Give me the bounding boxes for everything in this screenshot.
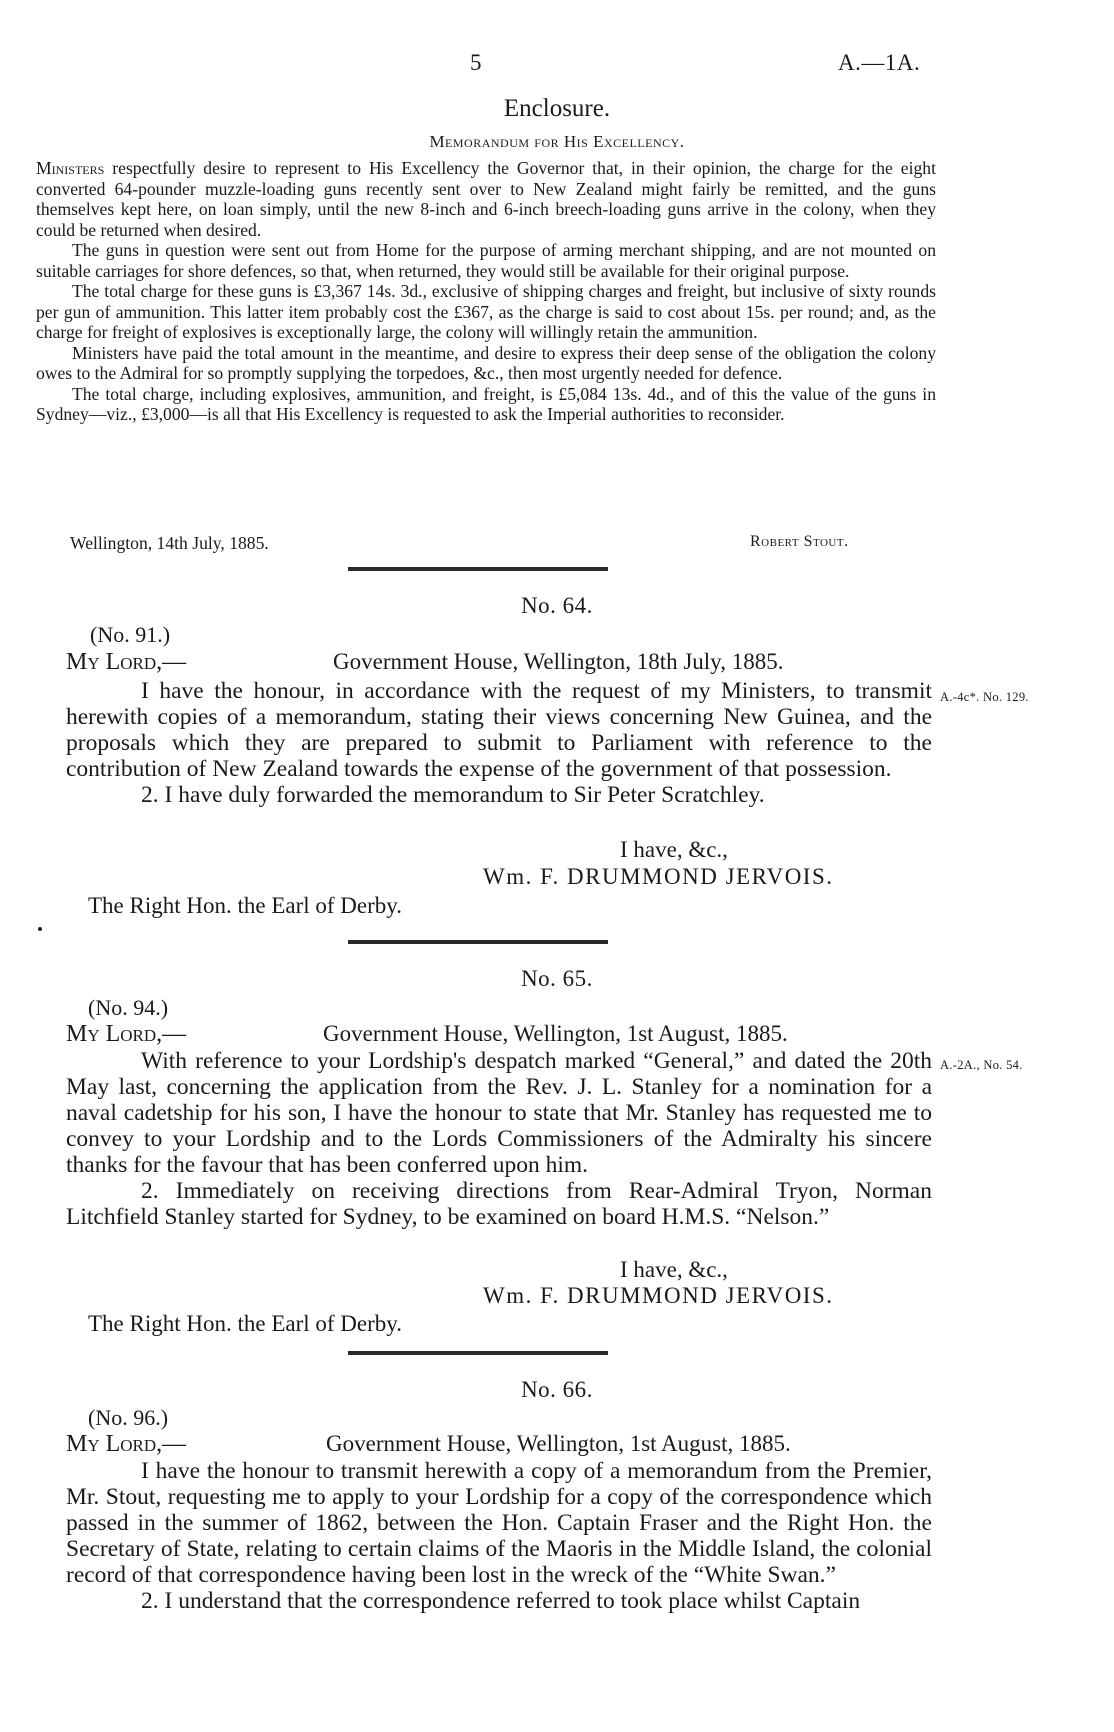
addressee: The Right Hon. the Earl of Derby. <box>88 1311 403 1336</box>
letter-paragraph: With reference to your Lordship's despatch marked “General,” and dated the 20th May last, concerning the application from the Rev. J. L. Stanley for a nomination for a naval cadetship for his son, I have the honour to state that Mr. Stanley has requested me to convey to your Lordship and to the Lords Commissioners of the Admiralty his sincere thanks for the favour that has been conferred upon him. <box>66 1048 932 1178</box>
despatch-number: (No. 94.) <box>88 995 169 1020</box>
salutation: My Lord,— <box>66 1021 187 1047</box>
salutation: My Lord,— <box>66 649 187 675</box>
page-reference: A.—1A. <box>838 50 921 75</box>
letter-paragraph: 2. I have duly forwarded the memorandum to Sir Peter Scratchley. <box>141 782 765 808</box>
memo-paragraph-2: The guns in question were sent out from Home for the purpose of arming merchant shipping, and are not mounted on suitable carriages for shore defences, so that, when returned, they would still be available for their original purpose. <box>36 240 936 281</box>
letter-number: No. 66. <box>521 1377 593 1402</box>
letter-paragraph: 2. Immediately on receiving directions from Rear-Admiral Tryon, Norman Litchfield Stanley started for Sydney, to be examined on board H.M.S. “Nelson.” <box>66 1178 932 1230</box>
addressee: The Right Hon. the Earl of Derby. <box>88 893 403 918</box>
memo-paragraph-4: Ministers have paid the total amount in the meantime, and desire to express their deep sense of the obligation the colony owes to the Admiral for so promptly supplying the torpedoes, &c., then most urgently needed for defence. <box>36 342 936 383</box>
letter-number: No. 64. <box>521 593 593 618</box>
memorandum-body <box>36 158 936 425</box>
letter-paragraph: I have the honour to transmit herewith a copy of a memorandum from the Premier, Mr. Stout, requesting me to apply to your Lordship for a copy of the correspondence which passed in the summer of 1862, between the Hon. Captain Fraser and the Right Hon. the Secretary of State, relating to certain claims of the Maoris in the Middle Island, the colonial record of that correspondence having been lost in the wreck of the “White Swan.” <box>66 1458 932 1588</box>
letter-body <box>66 1458 932 1614</box>
closing: I have, &c., <box>620 837 728 862</box>
letter-number: No. 65. <box>521 966 593 991</box>
memo-heading: Memorandum for His Excellency. <box>429 132 685 151</box>
page-number: 5 <box>470 50 482 75</box>
memo-place-date: Wellington, 14th July, 1885. <box>70 533 269 553</box>
letter-body <box>66 1048 932 1230</box>
memo-signature: Robert Stout. <box>750 533 849 550</box>
section-divider <box>348 940 608 944</box>
memo-paragraph-1: Ministers respectfully desire to represent to His Excellency the Governor that, in their opinion, the charge for the eight converted 64-pounder muzzle-loading guns recently sent over to New Zealand might fairly be remitted, and the guns themselves kept here, on loan simply, until the new 8-inch and 6-inch breech-loading guns arrive in the colony, when they could be returned when desired. <box>36 158 936 240</box>
letterhead: Government House, Wellington, 1st August, 1885. <box>326 1431 791 1456</box>
letter-paragraph: I have the honour, in accordance with the request of my Ministers, to transmit herewith copies of a memorandum, stating their views concerning New Guinea, and the proposals which they are prepared to submit to Parliament with reference to the contribution of New Zealand towards the expense of the government of that possession. <box>66 678 932 782</box>
signature: Wm. F. DRUMMOND JERVOIS. <box>483 864 834 889</box>
letter-paragraph: 2. I understand that the correspondence referred to took place whilst Captain <box>141 1588 861 1614</box>
memo-paragraph-5: The total charge, including explosives, ammunition, and freight, is £5,084 13s. 4d., and of this the value of the guns in Sydney—viz., £3,000—is all that His Excellency is requested to ask the Imperial authorities to reconsider. <box>36 383 936 424</box>
letterhead: Government House, Wellington, 18th July, 1885. <box>333 649 784 674</box>
section-divider <box>348 1351 608 1355</box>
letterhead: Government House, Wellington, 1st August, 1885. <box>323 1021 788 1046</box>
memo-lead-word: Ministers <box>36 158 105 178</box>
margin-reference: A.-4c*. No. 129. <box>940 690 1029 704</box>
despatch-number: (No. 91.) <box>90 622 171 647</box>
closing: I have, &c., <box>620 1257 728 1282</box>
letter-body <box>66 678 932 808</box>
section-divider <box>348 567 608 571</box>
despatch-number: (No. 96.) <box>88 1405 169 1430</box>
signature: Wm. F. DRUMMOND JERVOIS. <box>483 1283 834 1308</box>
salutation: My Lord,— <box>66 1431 187 1457</box>
memo-paragraph-3: The total charge for these guns is £3,367 14s. 3d., exclusive of shipping charges and freight, but inclusive of sixty rounds per gun of ammunition. This latter item probably cost the £367, as the charge is said to cost about 15s. per round; and, as the charge for freight of explosives is exceptionally large, the colony will willingly retain the ammunition. <box>36 281 936 342</box>
ink-mark <box>38 927 42 931</box>
margin-reference: A.-2A., No. 54. <box>940 1058 1023 1072</box>
enclosure-title: Enclosure. <box>503 95 611 122</box>
